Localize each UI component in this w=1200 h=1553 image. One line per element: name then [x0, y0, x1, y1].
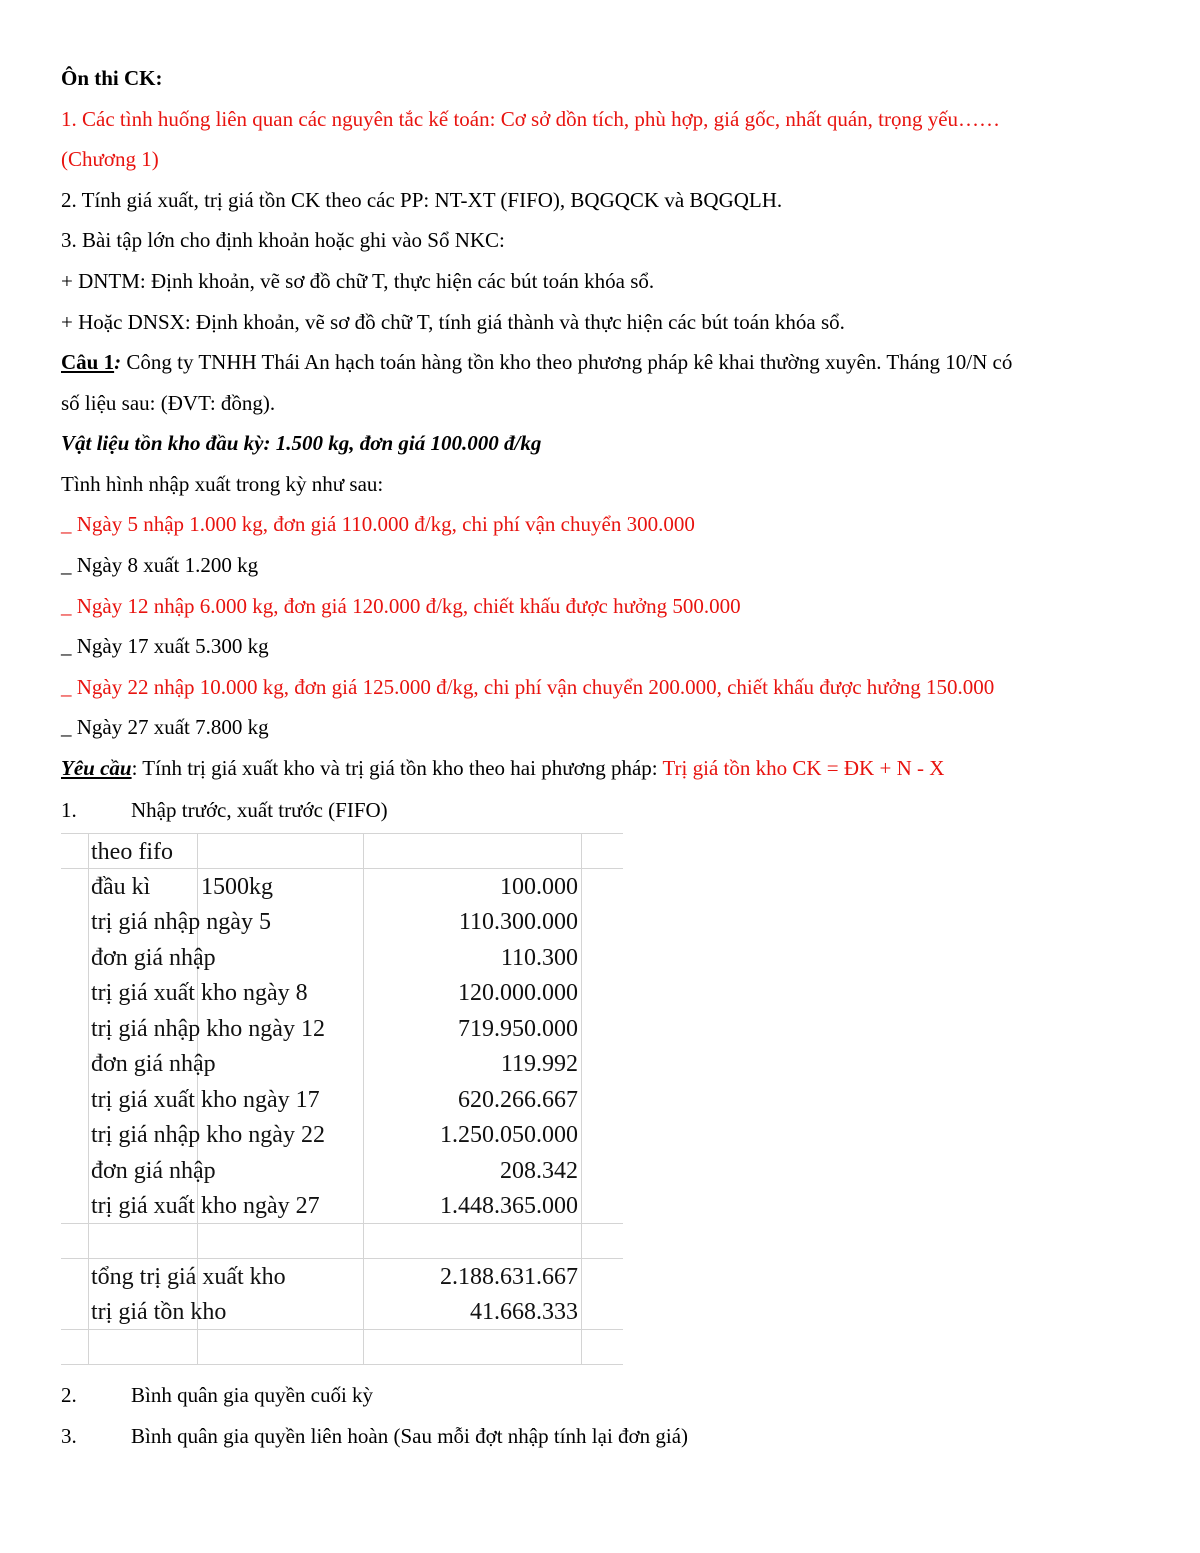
- ending-label: trị giá tồn kho: [91, 1299, 227, 1325]
- transaction-day-5: _ Ngày 5 nhập 1.000 kg, đơn giá 110.000 đ/kg, chi phí vận chuyển 300.000: [61, 512, 695, 536]
- row-value: 1.250.050.000: [440, 1122, 578, 1148]
- transactions-intro: Tình hình nhập xuất trong kỳ như sau:: [61, 472, 384, 496]
- topic-1: 1. Các tình huống liên quan các nguyên tắc kế toán: Cơ sở dồn tích, phù hợp, giá gốc, nhất quán, trọng yếu……: [61, 107, 1001, 131]
- sheet-title: theo fifo: [91, 839, 173, 865]
- sheet-row: [61, 1154, 623, 1189]
- sheet-row: [61, 1047, 623, 1082]
- topic-3: 3. Bài tập lớn cho định khoản hoặc ghi vào Sổ NKC:: [61, 228, 505, 252]
- row-value: 110.300.000: [458, 909, 578, 935]
- row-label: trị giá nhập kho ngày 12: [91, 1016, 325, 1042]
- question-label: Câu 1: [61, 350, 115, 374]
- transaction-day-8: _ Ngày 8 xuất 1.200 kg: [61, 553, 259, 577]
- requirement-label: Yêu cầu: [61, 756, 132, 780]
- topic-3-dnsx: + Hoặc DNSX: Định khoản, vẽ sơ đồ chữ T, tính giá thành và thực hiện các bút toán khóa sổ.: [61, 310, 845, 334]
- requirement: [61, 754, 944, 782]
- topic-3-dntm: + DNTM: Định khoản, vẽ sơ đồ chữ T, thực hiện các bút toán khóa sổ.: [61, 269, 655, 293]
- sheet-row: [61, 941, 623, 976]
- sheet-opening-row: [61, 870, 623, 905]
- total-value: 2.188.631.667: [440, 1264, 578, 1290]
- requirement-text: : Tính trị giá xuất kho và trị giá tồn kho theo hai phương pháp:: [131, 756, 663, 780]
- topic-1-chapter: (Chương 1): [61, 147, 159, 171]
- row-value: 120.000.000: [458, 980, 578, 1006]
- row-value: 119.992: [500, 1051, 578, 1077]
- question-colon: :: [114, 350, 122, 374]
- opening-inventory: Vật liệu tồn kho đầu kỳ: 1.500 kg, đơn giá 100.000 đ/kg: [61, 431, 542, 455]
- row-value: 719.950.000: [458, 1016, 578, 1042]
- sheet-row: [61, 1083, 623, 1118]
- requirement-formula: Trị giá tồn kho CK = ĐK + N - X: [662, 756, 945, 780]
- sheet-row: [61, 905, 623, 940]
- topic-2: 2. Tính giá xuất, trị giá tồn CK theo các PP: NT-XT (FIFO), BQGQCK và BQGQLH.: [61, 188, 783, 212]
- sheet-row: [61, 976, 623, 1011]
- opening-price: 100.000: [500, 874, 578, 900]
- row-label: trị giá nhập kho ngày 22: [91, 1122, 325, 1148]
- question-text-cont: số liệu sau: (ĐVT: đồng).: [61, 391, 276, 415]
- method-2-text: Bình quân gia quyền cuối kỳ: [131, 1383, 374, 1407]
- method-1-text: Nhập trước, xuất trước (FIFO): [131, 798, 388, 822]
- opening-qty: 1500kg: [201, 874, 273, 900]
- row-label: đơn giá nhập: [91, 1158, 216, 1184]
- method-1-number: 1.: [61, 798, 77, 822]
- transaction-day-17: _ Ngày 17 xuất 5.300 kg: [61, 634, 269, 658]
- opening-label: đầu kì: [91, 874, 151, 900]
- ending-value: 41.668.333: [470, 1299, 578, 1325]
- transaction-day-27: _ Ngày 27 xuất 7.800 kg: [61, 715, 269, 739]
- row-value: 208.342: [500, 1158, 578, 1184]
- row-label: trị giá xuất kho ngày 17: [91, 1087, 320, 1113]
- sheet-title-row: [61, 835, 623, 870]
- sheet-total-row: [61, 1260, 623, 1295]
- method-3-text: Bình quân gia quyền liên hoàn (Sau mỗi đợt nhập tính lại đơn giá): [131, 1424, 689, 1448]
- grid-line: [61, 833, 623, 834]
- row-value: 1.448.365.000: [440, 1193, 578, 1219]
- row-label: trị giá nhập ngày 5: [91, 909, 271, 935]
- sheet-row: [61, 1118, 623, 1153]
- method-3-number: 3.: [61, 1424, 77, 1448]
- method-2-number: 2.: [61, 1383, 77, 1407]
- sheet-ending-row: [61, 1295, 623, 1330]
- fifo-spreadsheet: [61, 833, 623, 1365]
- question-text: Công ty TNHH Thái An hạch toán hàng tồn kho theo phương pháp kê khai thường xuyên. Tháng 10/N có: [121, 350, 1013, 374]
- row-label: trị giá xuất kho ngày 27: [91, 1193, 320, 1219]
- row-value: 110.300: [500, 945, 578, 971]
- row-label: đơn giá nhập: [91, 945, 216, 971]
- sheet-row: [61, 1189, 623, 1224]
- row-label: đơn giá nhập: [91, 1051, 216, 1077]
- row-value: 620.266.667: [458, 1087, 578, 1113]
- transaction-day-12: _ Ngày 12 nhập 6.000 kg, đơn giá 120.000 đ/kg, chiết khấu được hưởng 500.000: [61, 594, 741, 618]
- question-intro: [61, 348, 1012, 376]
- transaction-day-22: _ Ngày 22 nhập 10.000 kg, đơn giá 125.000 đ/kg, chi phí vận chuyển 200.000, chiết khấu được hưởng 150.000: [61, 675, 995, 699]
- total-label: tổng trị giá xuất kho: [91, 1264, 286, 1290]
- sheet-row: [61, 1012, 623, 1047]
- page-heading: Ôn thi CK:: [61, 66, 163, 90]
- grid-line: [61, 1364, 623, 1365]
- row-label: trị giá xuất kho ngày 8: [91, 980, 308, 1006]
- grid-line: [61, 1258, 623, 1259]
